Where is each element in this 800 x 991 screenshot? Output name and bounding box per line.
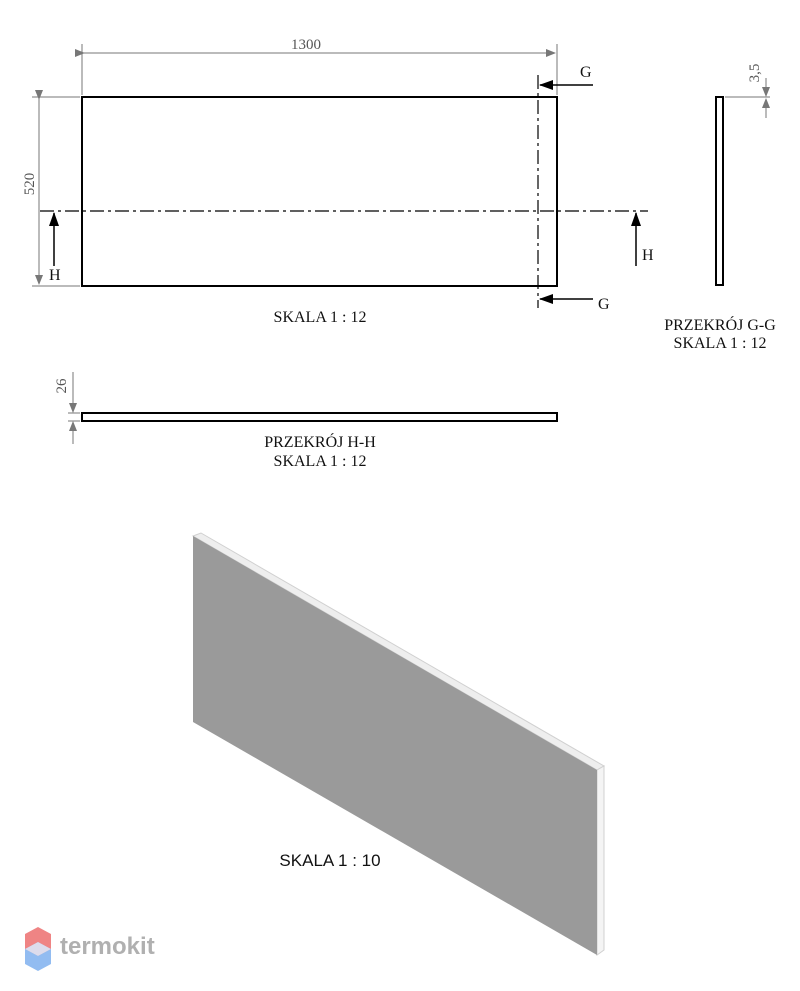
section-g-top-marker	[540, 64, 593, 85]
watermark-logo	[25, 927, 155, 971]
section-gg-thickness-text: 3,5	[747, 63, 763, 83]
section-hh-outline	[82, 413, 557, 421]
panel-outline	[82, 97, 557, 286]
section-h-left-marker	[49, 213, 61, 284]
section-hh-thickness-dimension	[54, 372, 80, 444]
section-gg-outline	[716, 97, 723, 285]
section-hh-view	[54, 372, 557, 470]
section-h-right-marker	[636, 213, 654, 266]
height-dim-text: 520	[22, 172, 38, 196]
panel-face	[193, 536, 597, 955]
section-gg-thickness-dimension	[725, 64, 770, 118]
watermark-text: termokit	[60, 933, 155, 960]
section-hh-title: PRZEKRÓJ H-H	[264, 434, 376, 451]
hexagon-logo-icon	[25, 927, 51, 971]
svg-text:H: H	[642, 247, 654, 264]
section-hh-thickness-text: 26	[54, 378, 70, 394]
width-dim-text: 1300	[291, 37, 321, 53]
width-dimension	[82, 37, 557, 95]
section-g-bottom-marker	[540, 296, 610, 313]
svg-text:G: G	[580, 64, 592, 81]
svg-text:G: G	[598, 296, 610, 313]
front-view-scale-label: SKALA 1 : 12	[273, 309, 367, 326]
section-gg-scale-label: SKALA 1 : 12	[673, 335, 767, 352]
height-dimension	[22, 97, 80, 286]
section-gg-title: PRZEKRÓJ G-G	[664, 317, 776, 334]
section-gg-view	[664, 64, 776, 352]
isometric-view	[193, 533, 604, 955]
section-hh-scale-label: SKALA 1 : 12	[273, 453, 367, 470]
front-view	[22, 37, 654, 326]
panel-side-edge	[597, 766, 604, 955]
isometric-scale-label: SKALA 1 : 10	[279, 851, 381, 870]
svg-text:H: H	[49, 267, 61, 284]
